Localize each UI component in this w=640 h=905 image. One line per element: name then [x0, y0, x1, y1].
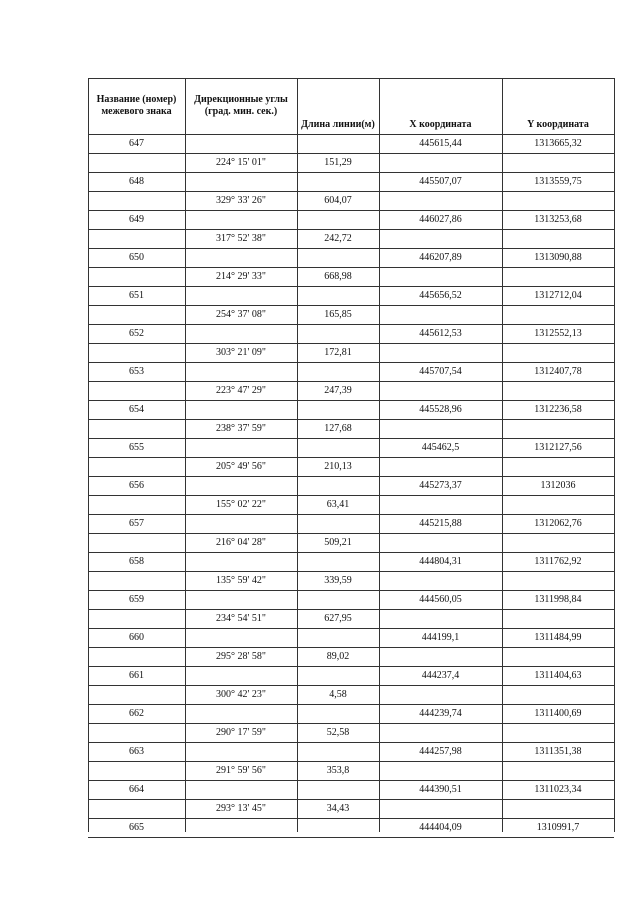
table-border-horizontal	[379, 495, 614, 496]
table-border-horizontal	[379, 343, 614, 344]
table-border-horizontal	[185, 514, 379, 515]
x-coordinate: 445273,37	[419, 480, 462, 491]
direction-angle: 295° 28' 58"	[216, 651, 266, 662]
line-length: 89,02	[326, 651, 350, 662]
line-length: 668,98	[324, 271, 352, 282]
direction-angle: 329° 33' 26"	[216, 195, 266, 206]
direction-angle: 303° 21' 09"	[216, 347, 266, 358]
y-coordinate: 1311762,92	[534, 556, 582, 567]
line-length: 151,29	[324, 157, 352, 168]
y-coordinate: 1311400,69	[534, 708, 582, 719]
line-length: 247,39	[324, 385, 352, 396]
table-border-horizontal	[379, 799, 614, 800]
direction-angle: 293° 13' 45"	[216, 803, 266, 814]
line-length: 339,59	[324, 575, 352, 586]
x-coordinate: 444239,74	[419, 708, 462, 719]
direction-angle: 317° 52' 38"	[216, 233, 266, 244]
header-name: Название (номер) межевого знака	[96, 94, 177, 117]
y-coordinate: 1312036	[540, 480, 576, 491]
header-y: Y координата	[527, 119, 589, 130]
table-border-horizontal	[88, 609, 185, 610]
table-border-horizontal	[379, 533, 614, 534]
table-border-horizontal	[88, 837, 614, 838]
point-name: 664	[129, 784, 144, 795]
header-x: X координата	[409, 119, 472, 130]
direction-angle: 223° 47' 29"	[216, 385, 266, 396]
point-name: 648	[129, 176, 144, 187]
table-border-horizontal	[88, 533, 185, 534]
header-angle: Дирекционные углы (град. мин. сек.)	[194, 94, 288, 117]
point-name: 663	[129, 746, 144, 757]
table-border-horizontal	[379, 647, 614, 648]
direction-angle: 300° 42' 23"	[216, 689, 266, 700]
point-name: 660	[129, 632, 144, 643]
table-border-horizontal	[185, 590, 379, 591]
table-border-horizontal	[88, 495, 185, 496]
table-border-horizontal	[185, 210, 379, 211]
direction-angle: 291° 59' 56"	[216, 765, 266, 776]
direction-angle: 214° 29' 33"	[216, 271, 266, 282]
table-border-horizontal	[379, 191, 614, 192]
table-border-horizontal	[185, 476, 379, 477]
y-coordinate: 1312062,76	[534, 518, 582, 529]
table-border-horizontal	[88, 78, 614, 79]
line-length: 34,43	[326, 803, 350, 814]
point-name: 651	[129, 290, 144, 301]
line-length: 127,68	[324, 423, 352, 434]
table-border-horizontal	[88, 419, 185, 420]
table-border-horizontal	[185, 742, 379, 743]
direction-angle: 224° 15' 01"	[216, 157, 266, 168]
table-border-horizontal	[88, 457, 185, 458]
table-border-horizontal	[185, 400, 379, 401]
table-border-horizontal	[185, 172, 379, 173]
table-border-horizontal	[379, 419, 614, 420]
point-name: 665	[129, 822, 144, 833]
x-coordinate: 445612,53	[419, 328, 462, 339]
y-coordinate: 1313665,32	[534, 138, 582, 149]
table-border-horizontal	[379, 761, 614, 762]
table-border-horizontal	[88, 761, 185, 762]
y-coordinate: 1313090,88	[534, 252, 582, 263]
coordinates-table	[88, 78, 614, 832]
point-name: 659	[129, 594, 144, 605]
table-border-horizontal	[185, 552, 379, 553]
table-border-horizontal	[185, 248, 379, 249]
point-name: 657	[129, 518, 144, 529]
table-border-horizontal	[185, 666, 379, 667]
table-border-horizontal	[379, 685, 614, 686]
point-name: 658	[129, 556, 144, 567]
line-length: 4,58	[329, 689, 347, 700]
point-name: 652	[129, 328, 144, 339]
point-name: 649	[129, 214, 144, 225]
x-coordinate: 445507,07	[419, 176, 462, 187]
point-name: 656	[129, 480, 144, 491]
y-coordinate: 1312552,13	[534, 328, 582, 339]
y-coordinate: 1311484,99	[534, 632, 582, 643]
x-coordinate: 445462,5	[421, 442, 460, 453]
y-coordinate: 1312712,04	[534, 290, 582, 301]
direction-angle: 205° 49' 56"	[216, 461, 266, 472]
table-border-horizontal	[88, 153, 185, 154]
line-length: 63,41	[326, 499, 350, 510]
point-name: 661	[129, 670, 144, 681]
table-border-horizontal	[379, 457, 614, 458]
table-border-horizontal	[185, 628, 379, 629]
point-name: 662	[129, 708, 144, 719]
direction-angle: 254° 37' 08"	[216, 309, 266, 320]
table-border-horizontal	[185, 324, 379, 325]
x-coordinate: 445528,96	[419, 404, 462, 415]
x-coordinate: 444404,09	[419, 822, 462, 833]
line-length: 627,95	[324, 613, 352, 624]
line-length: 165,85	[324, 309, 352, 320]
table-border-horizontal	[379, 267, 614, 268]
table-border-horizontal	[379, 305, 614, 306]
table-border-horizontal	[88, 685, 185, 686]
y-coordinate: 1312236,58	[534, 404, 582, 415]
x-coordinate: 444199,1	[421, 632, 460, 643]
line-length: 353,8	[326, 765, 350, 776]
x-coordinate: 445615,44	[419, 138, 462, 149]
y-coordinate: 1312127,56	[534, 442, 582, 453]
table-border-horizontal	[379, 571, 614, 572]
line-length: 604,07	[324, 195, 352, 206]
table-border-horizontal	[185, 438, 379, 439]
direction-angle: 155° 02' 22"	[216, 499, 266, 510]
table-border-horizontal	[379, 609, 614, 610]
direction-angle: 290° 17' 59"	[216, 727, 266, 738]
table-border-horizontal	[88, 267, 185, 268]
table-border-horizontal	[88, 381, 185, 382]
direction-angle: 135° 59' 42"	[216, 575, 266, 586]
table-border-horizontal	[88, 647, 185, 648]
direction-angle: 238° 37' 59"	[216, 423, 266, 434]
table-border-horizontal	[185, 704, 379, 705]
table-border-horizontal	[379, 381, 614, 382]
y-coordinate: 1312407,78	[534, 366, 582, 377]
y-coordinate: 1313253,68	[534, 214, 582, 225]
x-coordinate: 444237,4	[421, 670, 460, 681]
line-length: 242,72	[324, 233, 352, 244]
line-length: 509,21	[324, 537, 352, 548]
y-coordinate: 1311998,84	[534, 594, 582, 605]
table-border-horizontal	[88, 799, 185, 800]
table-border-horizontal	[185, 780, 379, 781]
x-coordinate: 444560,05	[419, 594, 462, 605]
table-border-horizontal	[185, 818, 379, 819]
direction-angle: 234° 54' 51"	[216, 613, 266, 624]
x-coordinate: 446207,89	[419, 252, 462, 263]
table-border-horizontal	[88, 571, 185, 572]
y-coordinate: 1310991,7	[536, 822, 580, 833]
table-border-horizontal	[88, 305, 185, 306]
table-border-vertical	[614, 78, 615, 832]
y-coordinate: 1313559,75	[534, 176, 582, 187]
table-border-horizontal	[379, 153, 614, 154]
x-coordinate: 445656,52	[419, 290, 462, 301]
line-length: 52,58	[326, 727, 350, 738]
x-coordinate: 444390,51	[419, 784, 462, 795]
direction-angle: 216° 04' 28"	[216, 537, 266, 548]
table-border-horizontal	[185, 362, 379, 363]
line-length: 210,13	[324, 461, 352, 472]
x-coordinate: 445215,88	[419, 518, 462, 529]
header-length: Длина линии(м)	[301, 119, 375, 130]
x-coordinate: 446027,86	[419, 214, 462, 225]
x-coordinate: 444257,98	[419, 746, 462, 757]
table-border-horizontal	[379, 229, 614, 230]
x-coordinate: 444804,31	[419, 556, 462, 567]
table-border-horizontal	[379, 723, 614, 724]
table-border-horizontal	[88, 343, 185, 344]
line-length: 172,81	[324, 347, 352, 358]
table-border-horizontal	[88, 191, 185, 192]
y-coordinate: 1311023,34	[534, 784, 582, 795]
point-name: 647	[129, 138, 144, 149]
x-coordinate: 445707,54	[419, 366, 462, 377]
table-border-horizontal	[88, 723, 185, 724]
point-name: 654	[129, 404, 144, 415]
point-name: 653	[129, 366, 144, 377]
point-name: 650	[129, 252, 144, 263]
y-coordinate: 1311351,38	[534, 746, 582, 757]
point-name: 655	[129, 442, 144, 453]
y-coordinate: 1311404,63	[534, 670, 582, 681]
table-border-horizontal	[185, 286, 379, 287]
table-border-horizontal	[88, 229, 185, 230]
